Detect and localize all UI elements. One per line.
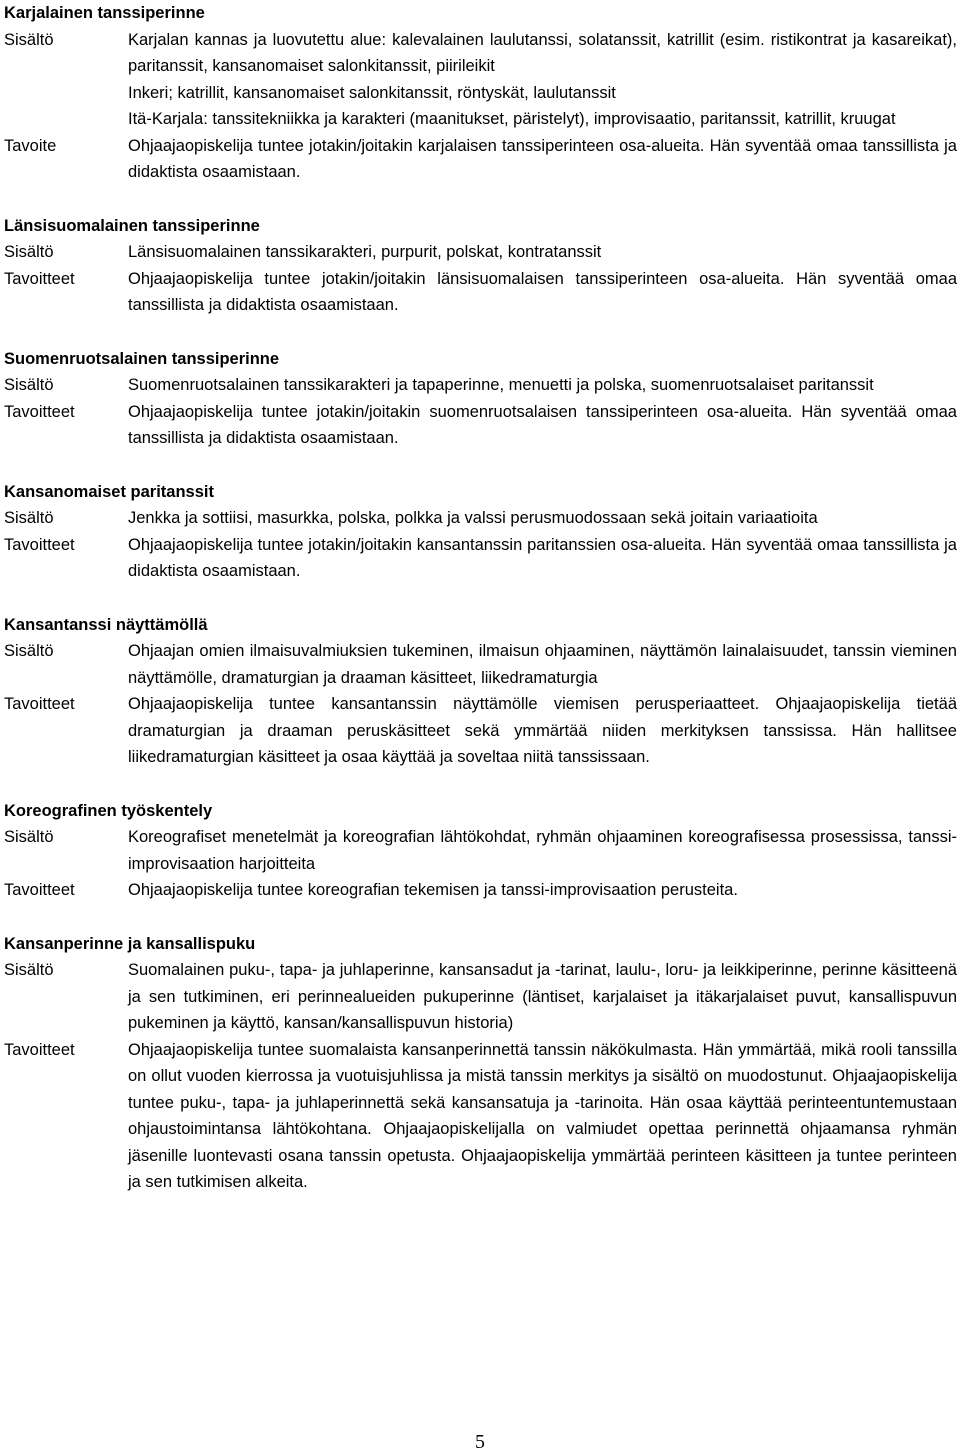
row-label: Tavoitteet: [4, 402, 75, 421]
row-text: Suomenruotsalainen tanssikarakteri ja tapaperinne, menuetti ja polska, suomenruotsalaiset paritanssit: [128, 376, 874, 394]
page-number: 5: [475, 1431, 485, 1453]
content-row: [4, 372, 957, 399]
row-label: Sisältö: [4, 828, 54, 846]
row-text: Ohjaajaopiskelija tuntee jotakin/joitakin karjalaisen tanssiperinteen osa-alueita. Hän syventää omaa tanssillista ja didaktista osaamistaan.: [128, 136, 957, 181]
section-suomenruotsalainen: [4, 346, 957, 452]
row-text: Ohjaajaopiskelija tuntee kansantanssin näyttämölle viemisen perusperiaatteet. Ohjaajaopiskelija tietää dramaturgian ja draaman peruskäsitteet sekä ymmärtää niiden merkityksen tanssissa. Hän hallitsee liikedramaturgian käsitteet ja osaa käyttää ja soveltaa niitä tanssissaan.: [128, 695, 957, 766]
section-heading: Koreografinen työskentely: [4, 801, 213, 820]
text-line: Inkeri; katrillit, kansanomaiset salonkitanssit, röntyskät, laulutanssit: [128, 83, 616, 102]
text-line: Itä-Karjala: tanssitekniikka ja karakteri (maanitukset, päristelyt), improvisaatio, paritanssit, katrillit, kruugat: [128, 110, 896, 128]
goal-row: [4, 691, 957, 771]
section-heading: Länsisuomalainen tanssiperinne: [4, 216, 260, 235]
row-text: Suomalainen puku-, tapa- ja juhlaperinne, kansansadut ja -tarinat, laulu-, loru- ja leikkiperinne, perinne käsitteenä ja sen tutkiminen, eri perinnealueiden pukuperinne (läntiset, karjalaiset ja itäkarjalaiset puvut, kansallispuvun pukeminen ja käyttö, kansan/kansallispuvun historia): [128, 961, 957, 1032]
section-heading: Kansanomaiset paritanssit: [4, 482, 214, 501]
section-kansanperinne: [4, 931, 957, 1196]
row-label: Sisältö: [4, 376, 54, 394]
goal-row: [4, 877, 957, 904]
row-text: Ohjaajaopiskelija tuntee jotakin/joitakin länsisuomalaisen tanssiperinteen osa-alueita. Hän syventää omaa tanssillista ja didaktista osaamistaan.: [128, 269, 957, 314]
row-label: Sisältö: [4, 30, 54, 49]
row-text: Jenkka ja sottiisi, masurkka, polska, polkka ja valssi perusmuodossaan sekä joitain variaatioita: [128, 509, 818, 527]
section-karjalainen: [4, 0, 957, 186]
row-label: Tavoitteet: [4, 269, 75, 288]
row-label: Tavoitteet: [4, 535, 75, 554]
row-label: Sisältö: [4, 509, 54, 527]
goal-row: [4, 1037, 957, 1196]
row-text: Ohjaajaopiskelija tuntee jotakin/joitakin kansantanssin paritanssien osa-alueita. Hän syventää omaa tanssillista ja didaktista osaamistaan.: [128, 535, 957, 580]
row-text: [128, 27, 957, 133]
row-label: Sisältö: [4, 961, 54, 979]
content-row: [4, 239, 957, 266]
section-heading: Suomenruotsalainen tanssiperinne: [4, 349, 280, 368]
section-koreografinen: [4, 798, 957, 904]
section-lansisuomalainen: [4, 213, 957, 319]
section-heading: Kansanperinne ja kansallispuku: [4, 934, 256, 953]
row-label: Tavoitteet: [4, 881, 75, 899]
row-label: Tavoitteet: [4, 695, 75, 713]
section-heading: Kansantanssi näyttämöllä: [4, 615, 208, 634]
goal-row: [4, 399, 957, 452]
row-label: Tavoite: [4, 136, 57, 155]
content-row: [4, 638, 957, 691]
row-label: Sisältö: [4, 243, 54, 261]
content-row: [4, 957, 957, 1037]
content-row: [4, 505, 957, 532]
row-text: Länsisuomalainen tanssikarakteri, purpurit, polskat, kontratanssit: [128, 243, 602, 261]
goal-row: [4, 266, 957, 319]
row-text: Koreografiset menetelmät ja koreografian lähtökohdat, ryhmän ohjaaminen koreografisessa prosessissa, tanssi-improvisaation harjoitteita: [128, 828, 957, 873]
row-text: Ohjaajaopiskelija tuntee suomalaista kansanperinnettä tanssin näkökulmasta. Hän ymmärtää, mikä rooli tanssilla on ollut vuoden kierrossa ja vuotuisjuhlissa ja mistä tanssin merkitys ja sisältö on muodostunut. Ohjaajaopiskelija tuntee puku-, tapa- ja juhlaperinnettä sekä kansansatuja ja -tarinoita. Hän osaa käyttää perinteentuntemustaan ohjaustoimintansa lähtökohtana. Ohjaajaopiskelijalla on valmiudet opettaa perinnettä ohjaamansa ryhmän jäsenille luontevasti osana tanssin opetusta. Ohjaajaopiskelija ymmärtää perinteen käsitteen ja tuntee perinteen ja sen tutkimisen alkeita.: [128, 1040, 957, 1191]
content-row: [4, 824, 957, 877]
goal-row: [4, 133, 957, 186]
content-row: [4, 27, 957, 133]
text-line: Karjalan kannas ja luovutettu alue: kalevalainen laulutanssi, solatanssit, katrillit (esim. ristikontrat ja kasareikat), paritanssit, kansanomaiset salonkitanssit, piirileikit: [128, 30, 957, 75]
section-paritanssit: [4, 479, 957, 585]
row-label: Tavoitteet: [4, 1040, 75, 1059]
row-label: Sisältö: [4, 642, 54, 660]
row-text: Ohjaajaopiskelija tuntee jotakin/joitakin suomenruotsalaisen tanssiperinteen osa-alueita. Hän syventää omaa tanssillista ja didaktista osaamistaan.: [128, 402, 957, 447]
section-nayttamolla: [4, 612, 957, 771]
document-body: [4, 0, 957, 1196]
section-heading: Karjalainen tanssiperinne: [4, 4, 205, 22]
goal-row: [4, 532, 957, 585]
row-text: Ohjaajaopiskelija tuntee koreografian tekemisen ja tanssi-improvisaation perusteita.: [128, 881, 738, 899]
row-text: Ohjaajan omien ilmaisuvalmiuksien tukeminen, ilmaisun ohjaaminen, näyttämön lainalaisuudet, tanssin vieminen näyttämölle, dramaturgian ja draaman käsitteet, liikedramaturgia: [128, 642, 957, 687]
